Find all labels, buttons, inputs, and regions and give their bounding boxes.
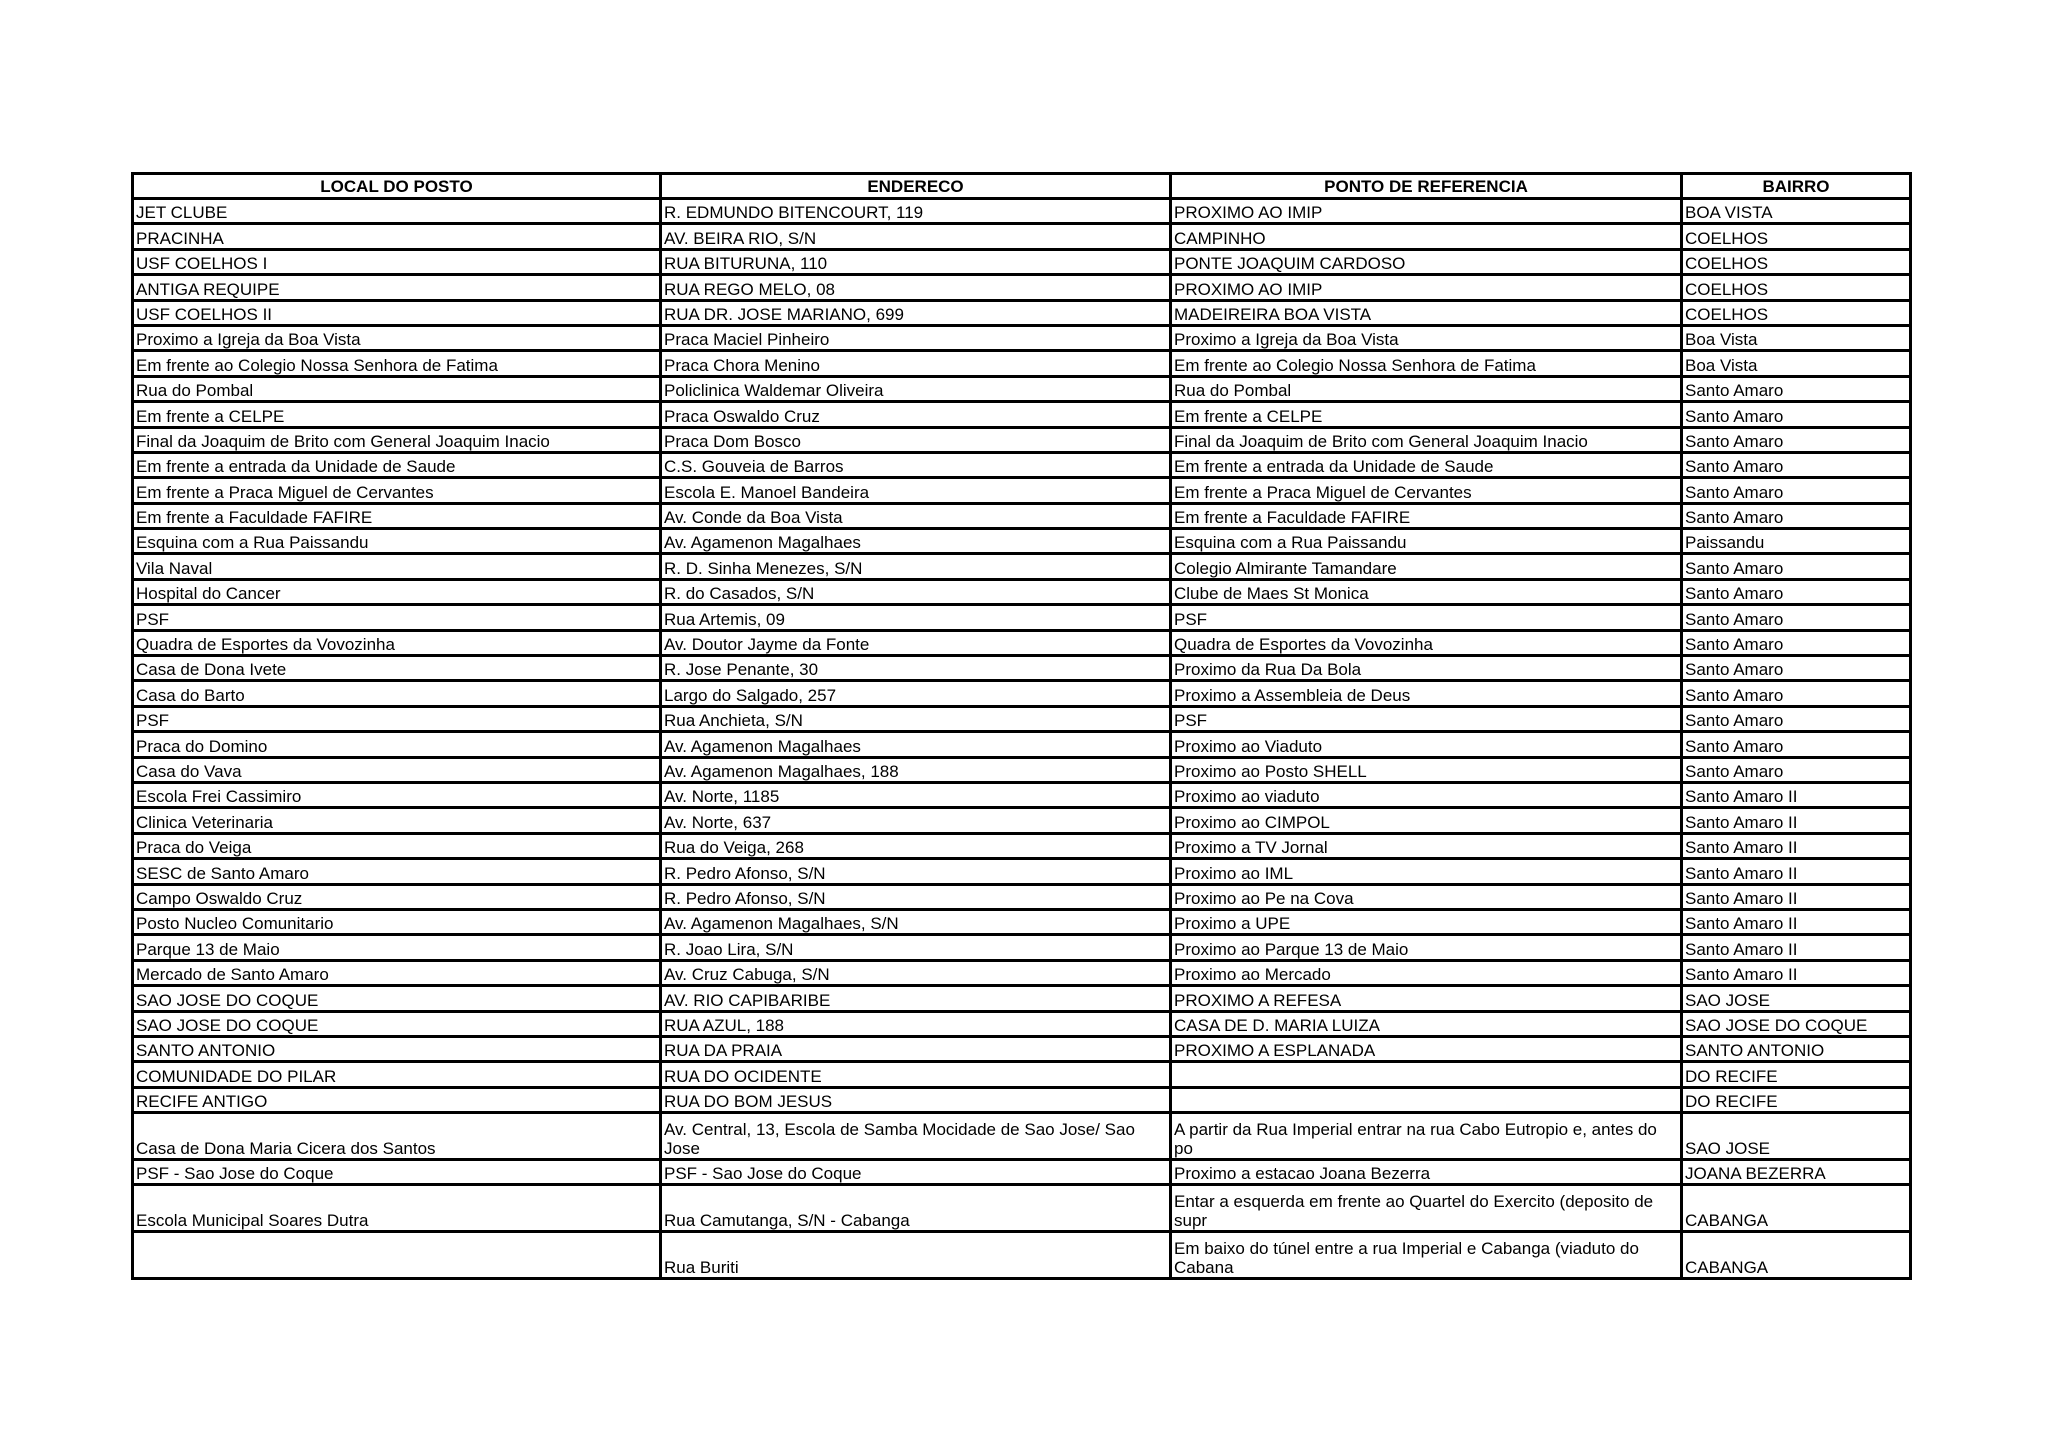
cell-bairro: JOANA BEZERRA — [1682, 1160, 1911, 1185]
cell-referencia: PONTE JOAQUIM CARDOSO — [1171, 249, 1682, 274]
cell-local: PSF - Sao Jose do Coque — [133, 1160, 661, 1185]
table-row — [133, 1113, 1911, 1160]
cell-referencia: PSF — [1171, 706, 1682, 731]
cell-referencia: Final da Joaquim de Brito com General Joaquim Inacio — [1171, 427, 1682, 452]
cell-endereco: Praca Chora Menino — [661, 351, 1171, 376]
table-row — [133, 1160, 1911, 1185]
cell-referencia: Em frente ao Colegio Nossa Senhora de Fatima — [1171, 351, 1682, 376]
cell-endereco: Rua do Veiga, 268 — [661, 833, 1171, 858]
cell-endereco: RUA BITURUNA, 110 — [661, 249, 1171, 274]
cell-local: Clinica Veterinaria — [133, 808, 661, 833]
cell-bairro: Boa Vista — [1682, 351, 1911, 376]
cell-local: Praca do Veiga — [133, 833, 661, 858]
cell-endereco: Policlinica Waldemar Oliveira — [661, 376, 1171, 401]
table-row — [133, 630, 1911, 655]
cell-endereco: Praca Maciel Pinheiro — [661, 325, 1171, 350]
cell-bairro: DO RECIFE — [1682, 1087, 1911, 1112]
cell-referencia: Proximo ao Viaduto — [1171, 732, 1682, 757]
cell-referencia: Proximo a estacao Joana Bezerra — [1171, 1160, 1682, 1185]
cell-local: Casa do Vava — [133, 757, 661, 782]
table-row — [133, 782, 1911, 807]
cell-local: Escola Frei Cassimiro — [133, 782, 661, 807]
table-row — [133, 275, 1911, 300]
table-row — [133, 427, 1911, 452]
cell-bairro: SAO JOSE — [1682, 986, 1911, 1011]
cell-referencia: Clube de Maes St Monica — [1171, 579, 1682, 604]
cell-local: USF COELHOS I — [133, 249, 661, 274]
table-row — [133, 1087, 1911, 1112]
cell-endereco: Av. Central, 13, Escola de Samba Mocidade de Sao Jose/ Sao Jose — [661, 1113, 1171, 1160]
cell-endereco: R. do Casados, S/N — [661, 579, 1171, 604]
cell-referencia: Em baixo do túnel entre a rua Imperial e Cabanga (viaduto do Cabana — [1171, 1232, 1682, 1279]
header-local: LOCAL DO POSTO — [133, 174, 661, 199]
table-row — [133, 325, 1911, 350]
cell-bairro: SAO JOSE DO COQUE — [1682, 1011, 1911, 1036]
table-row — [133, 1011, 1911, 1036]
cell-local: SAO JOSE DO COQUE — [133, 1011, 661, 1036]
cell-bairro: Santo Amaro II — [1682, 884, 1911, 909]
cell-referencia: A partir da Rua Imperial entrar na rua Cabo Eutropio e, antes do po — [1171, 1113, 1682, 1160]
table-row — [133, 503, 1911, 528]
cell-endereco: RUA DO BOM JESUS — [661, 1087, 1171, 1112]
cell-bairro: SAO JOSE — [1682, 1113, 1911, 1160]
cell-local: ANTIGA REQUIPE — [133, 275, 661, 300]
table-row — [133, 199, 1911, 224]
cell-bairro: Santo Amaro II — [1682, 960, 1911, 985]
cell-local: Em frente a Faculdade FAFIRE — [133, 503, 661, 528]
cell-endereco: C.S. Gouveia de Barros — [661, 452, 1171, 477]
cell-bairro: Santo Amaro — [1682, 579, 1911, 604]
cell-local: Em frente a Praca Miguel de Cervantes — [133, 478, 661, 503]
posto-table — [131, 172, 1912, 1280]
table-row — [133, 224, 1911, 249]
cell-local: Em frente a entrada da Unidade de Saude — [133, 452, 661, 477]
cell-local: Vila Naval — [133, 554, 661, 579]
cell-endereco: AV. RIO CAPIBARIBE — [661, 986, 1171, 1011]
cell-endereco: RUA REGO MELO, 08 — [661, 275, 1171, 300]
table-row — [133, 833, 1911, 858]
cell-bairro: Santo Amaro II — [1682, 808, 1911, 833]
cell-referencia: Entar a esquerda em frente ao Quartel do Exercito (deposito de supr — [1171, 1185, 1682, 1232]
cell-bairro: COELHOS — [1682, 300, 1911, 325]
table-row — [133, 452, 1911, 477]
cell-bairro: DO RECIFE — [1682, 1062, 1911, 1087]
cell-bairro: Santo Amaro — [1682, 757, 1911, 782]
cell-endereco: R. EDMUNDO BITENCOURT, 119 — [661, 199, 1171, 224]
cell-endereco: R. Pedro Afonso, S/N — [661, 859, 1171, 884]
cell-referencia: Proximo a Igreja da Boa Vista — [1171, 325, 1682, 350]
cell-local: Esquina com a Rua Paissandu — [133, 529, 661, 554]
cell-endereco: R. Pedro Afonso, S/N — [661, 884, 1171, 909]
cell-referencia: Colegio Almirante Tamandare — [1171, 554, 1682, 579]
cell-local: Final da Joaquim de Brito com General Joaquim Inacio — [133, 427, 661, 452]
cell-bairro: Santo Amaro — [1682, 732, 1911, 757]
cell-local: Mercado de Santo Amaro — [133, 960, 661, 985]
cell-referencia: Proximo ao Parque 13 de Maio — [1171, 935, 1682, 960]
cell-bairro: BOA VISTA — [1682, 199, 1911, 224]
cell-referencia: Em frente a entrada da Unidade de Saude — [1171, 452, 1682, 477]
cell-local: COMUNIDADE DO PILAR — [133, 1062, 661, 1087]
cell-endereco: Escola E. Manoel Bandeira — [661, 478, 1171, 503]
cell-bairro: Santo Amaro II — [1682, 935, 1911, 960]
table-row — [133, 376, 1911, 401]
cell-local: Em frente ao Colegio Nossa Senhora de Fatima — [133, 351, 661, 376]
cell-endereco: PSF - Sao Jose do Coque — [661, 1160, 1171, 1185]
cell-endereco: Rua Anchieta, S/N — [661, 706, 1171, 731]
cell-endereco: Av. Agamenon Magalhaes, 188 — [661, 757, 1171, 782]
cell-bairro: CABANGA — [1682, 1185, 1911, 1232]
cell-endereco: AV. BEIRA RIO, S/N — [661, 224, 1171, 249]
cell-endereco: Av. Agamenon Magalhaes, S/N — [661, 909, 1171, 934]
cell-bairro: Santo Amaro — [1682, 402, 1911, 427]
table-row — [133, 605, 1911, 630]
cell-local: Posto Nucleo Comunitario — [133, 909, 661, 934]
cell-local: RECIFE ANTIGO — [133, 1087, 661, 1112]
cell-bairro: Santo Amaro II — [1682, 859, 1911, 884]
cell-local: Hospital do Cancer — [133, 579, 661, 604]
table-row — [133, 1232, 1911, 1279]
table-row — [133, 554, 1911, 579]
cell-referencia: Quadra de Esportes da Vovozinha — [1171, 630, 1682, 655]
table-row — [133, 859, 1911, 884]
cell-referencia: CASA DE D. MARIA LUIZA — [1171, 1011, 1682, 1036]
header-referencia: PONTO DE REFERENCIA — [1171, 174, 1682, 199]
cell-bairro: Paissandu — [1682, 529, 1911, 554]
cell-endereco: Av. Norte, 1185 — [661, 782, 1171, 807]
table-row — [133, 249, 1911, 274]
cell-endereco: Av. Doutor Jayme da Fonte — [661, 630, 1171, 655]
cell-referencia — [1171, 1087, 1682, 1112]
cell-bairro: Santo Amaro — [1682, 503, 1911, 528]
table-row — [133, 732, 1911, 757]
cell-bairro: Santo Amaro — [1682, 478, 1911, 503]
cell-bairro: Santo Amaro — [1682, 452, 1911, 477]
cell-endereco: Rua Buriti — [661, 1232, 1171, 1279]
table-row — [133, 706, 1911, 731]
cell-endereco: R. Jose Penante, 30 — [661, 656, 1171, 681]
cell-endereco: RUA DO OCIDENTE — [661, 1062, 1171, 1087]
cell-bairro: COELHOS — [1682, 275, 1911, 300]
cell-referencia: PROXIMO AO IMIP — [1171, 275, 1682, 300]
cell-endereco: Av. Conde da Boa Vista — [661, 503, 1171, 528]
cell-endereco: Praca Oswaldo Cruz — [661, 402, 1171, 427]
cell-endereco: R. Joao Lira, S/N — [661, 935, 1171, 960]
cell-bairro: SANTO ANTONIO — [1682, 1036, 1911, 1061]
cell-bairro: Santo Amaro — [1682, 605, 1911, 630]
cell-referencia: Proximo a TV Jornal — [1171, 833, 1682, 858]
cell-referencia: Em frente a Praca Miguel de Cervantes — [1171, 478, 1682, 503]
cell-local: SAO JOSE DO COQUE — [133, 986, 661, 1011]
cell-endereco: RUA DA PRAIA — [661, 1036, 1171, 1061]
cell-local: Rua do Pombal — [133, 376, 661, 401]
cell-referencia: Proximo da Rua Da Bola — [1171, 656, 1682, 681]
header-row — [133, 174, 1911, 199]
table-row — [133, 1185, 1911, 1232]
cell-local: PRACINHA — [133, 224, 661, 249]
cell-local: PSF — [133, 706, 661, 731]
table-row — [133, 757, 1911, 782]
table-row — [133, 935, 1911, 960]
cell-bairro: CABANGA — [1682, 1232, 1911, 1279]
cell-referencia: Rua do Pombal — [1171, 376, 1682, 401]
cell-bairro: Santo Amaro — [1682, 554, 1911, 579]
cell-bairro: Santo Amaro — [1682, 376, 1911, 401]
cell-referencia: Proximo ao Mercado — [1171, 960, 1682, 985]
cell-referencia: Proximo a UPE — [1171, 909, 1682, 934]
cell-referencia — [1171, 1062, 1682, 1087]
cell-referencia: PROXIMO A ESPLANADA — [1171, 1036, 1682, 1061]
cell-bairro: Boa Vista — [1682, 325, 1911, 350]
cell-referencia: Em frente a Faculdade FAFIRE — [1171, 503, 1682, 528]
cell-bairro: Santo Amaro — [1682, 427, 1911, 452]
table-row — [133, 1036, 1911, 1061]
table-row — [133, 351, 1911, 376]
table-row — [133, 300, 1911, 325]
cell-endereco: R. D. Sinha Menezes, S/N — [661, 554, 1171, 579]
cell-local: PSF — [133, 605, 661, 630]
cell-endereco: Largo do Salgado, 257 — [661, 681, 1171, 706]
table-row — [133, 529, 1911, 554]
cell-bairro: COELHOS — [1682, 249, 1911, 274]
cell-bairro: Santo Amaro II — [1682, 833, 1911, 858]
cell-endereco: Av. Agamenon Magalhaes — [661, 732, 1171, 757]
cell-bairro: Santo Amaro II — [1682, 909, 1911, 934]
table-row — [133, 1062, 1911, 1087]
table-row — [133, 478, 1911, 503]
cell-bairro: COELHOS — [1682, 224, 1911, 249]
cell-endereco: RUA DR. JOSE MARIANO, 699 — [661, 300, 1171, 325]
cell-endereco: Av. Agamenon Magalhaes — [661, 529, 1171, 554]
table-row — [133, 402, 1911, 427]
table-row — [133, 579, 1911, 604]
cell-bairro: Santo Amaro — [1682, 681, 1911, 706]
cell-local: Casa de Dona Maria Cicera dos Santos — [133, 1113, 661, 1160]
cell-bairro: Santo Amaro II — [1682, 782, 1911, 807]
cell-referencia: CAMPINHO — [1171, 224, 1682, 249]
cell-endereco: Av. Cruz Cabuga, S/N — [661, 960, 1171, 985]
cell-referencia: PROXIMO AO IMIP — [1171, 199, 1682, 224]
cell-local: Escola Municipal Soares Dutra — [133, 1185, 661, 1232]
cell-local: JET CLUBE — [133, 199, 661, 224]
cell-referencia: PROXIMO A REFESA — [1171, 986, 1682, 1011]
cell-referencia: MADEIREIRA BOA VISTA — [1171, 300, 1682, 325]
cell-endereco: Av. Norte, 637 — [661, 808, 1171, 833]
header-bairro: BAIRRO — [1682, 174, 1911, 199]
cell-local: Campo Oswaldo Cruz — [133, 884, 661, 909]
cell-referencia: PSF — [1171, 605, 1682, 630]
cell-referencia: Proximo ao viaduto — [1171, 782, 1682, 807]
cell-local: USF COELHOS II — [133, 300, 661, 325]
cell-endereco: Rua Artemis, 09 — [661, 605, 1171, 630]
cell-local: SESC de Santo Amaro — [133, 859, 661, 884]
cell-referencia: Em frente a CELPE — [1171, 402, 1682, 427]
cell-local: SANTO ANTONIO — [133, 1036, 661, 1061]
table-row — [133, 808, 1911, 833]
cell-bairro: Santo Amaro — [1682, 656, 1911, 681]
cell-bairro: Santo Amaro — [1682, 706, 1911, 731]
cell-bairro: Santo Amaro — [1682, 630, 1911, 655]
cell-local: Parque 13 de Maio — [133, 935, 661, 960]
table-row — [133, 681, 1911, 706]
cell-referencia: Proximo ao Pe na Cova — [1171, 884, 1682, 909]
cell-local: Casa de Dona Ivete — [133, 656, 661, 681]
cell-referencia: Proximo ao Posto SHELL — [1171, 757, 1682, 782]
cell-local: Quadra de Esportes da Vovozinha — [133, 630, 661, 655]
cell-endereco: RUA AZUL, 188 — [661, 1011, 1171, 1036]
table-row — [133, 656, 1911, 681]
cell-endereco: Rua Camutanga, S/N - Cabanga — [661, 1185, 1171, 1232]
table-row — [133, 960, 1911, 985]
cell-referencia: Proximo a Assembleia de Deus — [1171, 681, 1682, 706]
cell-local: Proximo a Igreja da Boa Vista — [133, 325, 661, 350]
cell-local — [133, 1232, 661, 1279]
cell-local: Em frente a CELPE — [133, 402, 661, 427]
header-endereco: ENDERECO — [661, 174, 1171, 199]
cell-local: Casa do Barto — [133, 681, 661, 706]
table-row — [133, 909, 1911, 934]
cell-referencia: Proximo ao IML — [1171, 859, 1682, 884]
cell-referencia: Proximo ao CIMPOL — [1171, 808, 1682, 833]
cell-local: Praca do Domino — [133, 732, 661, 757]
table-row — [133, 884, 1911, 909]
cell-referencia: Esquina com a Rua Paissandu — [1171, 529, 1682, 554]
table-body — [133, 199, 1911, 1279]
cell-endereco: Praca Dom Bosco — [661, 427, 1171, 452]
table-row — [133, 986, 1911, 1011]
